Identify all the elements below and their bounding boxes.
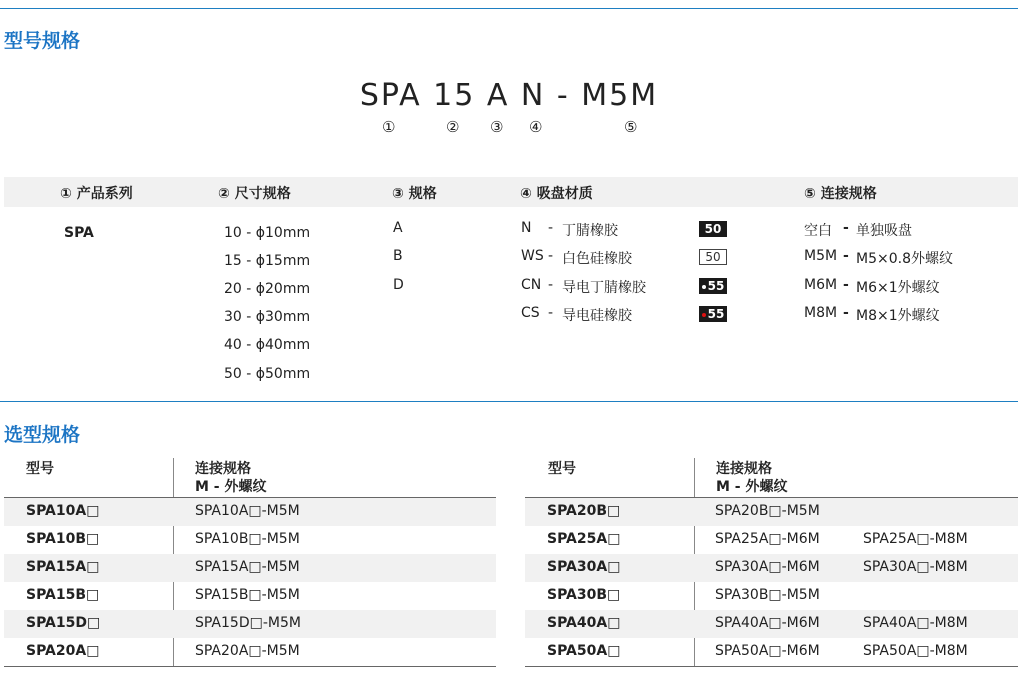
connection-dash: -	[843, 220, 849, 236]
row-model: SPA40A□	[547, 615, 621, 631]
table-row	[4, 610, 496, 638]
row-model: SPA25A□	[547, 531, 621, 547]
material-dash: -	[548, 277, 554, 293]
right-col-conn-subheader: M - 外螺纹	[716, 479, 788, 495]
connection-name: 单独吸盘	[856, 223, 912, 239]
table-row	[525, 498, 1018, 526]
row-conn: SPA15B□-M5M	[195, 587, 300, 603]
row-model: SPA20B□	[547, 503, 621, 519]
size-item: 50 - ϕ50mm	[224, 366, 311, 382]
material-code: CS	[521, 305, 540, 321]
header-series: ① 产品系列	[60, 186, 133, 202]
row-conn: SPA20B□-M5M	[715, 503, 820, 519]
table-row	[525, 638, 1018, 666]
size-item: 15 - ϕ15mm	[224, 253, 311, 269]
row-conn-alt: SPA40A□-M8M	[863, 615, 968, 631]
row-conn: SPA30B□-M5M	[715, 587, 820, 603]
row-model: SPA30A□	[547, 559, 621, 575]
connection-code: 空白	[804, 223, 832, 239]
row-conn: SPA50A□-M6M	[715, 643, 820, 659]
row-model: SPA20A□	[26, 643, 100, 659]
table-row	[525, 554, 1018, 582]
connection-dash: -	[843, 248, 849, 264]
connection-dash: -	[843, 305, 849, 321]
top-rule	[0, 8, 1018, 9]
row-conn-alt: SPA30A□-M8M	[863, 559, 968, 575]
connection-name: M6×1外螺纹	[856, 280, 940, 296]
row-conn: SPA10A□-M5M	[195, 503, 300, 519]
hardness-value: 50	[705, 250, 721, 264]
row-conn: SPA10B□-M5M	[195, 531, 300, 547]
left-col-conn-header: 连接规格	[195, 461, 251, 477]
model-code-example: SPA 15 A N - M5M	[359, 78, 659, 113]
header-spec: ③ 规格	[392, 186, 437, 202]
row-conn-alt: SPA50A□-M8M	[863, 643, 968, 659]
size-item: 10 - ϕ10mm	[224, 225, 311, 241]
table-row	[4, 638, 496, 666]
conductive-red-dot-icon	[702, 313, 706, 317]
row-conn: SPA40A□-M6M	[715, 615, 820, 631]
table-row	[4, 498, 496, 526]
material-name: 导电丁腈橡胶	[562, 280, 646, 296]
series-value: SPA	[64, 225, 94, 241]
left-col-model-header: 型号	[26, 461, 54, 477]
marker-5: ⑤	[624, 118, 638, 136]
row-conn: SPA20A□-M5M	[195, 643, 300, 659]
row-conn: SPA15A□-M5M	[195, 559, 300, 575]
header-material: ④ 吸盘材质	[520, 186, 593, 202]
size-item: 30 - ϕ30mm	[224, 309, 311, 325]
hardness-badge	[699, 278, 727, 294]
row-conn: SPA30A□-M6M	[715, 559, 820, 575]
header-connection: ⑤ 连接规格	[804, 186, 877, 202]
spec-item: A	[393, 220, 403, 236]
material-dash: -	[548, 220, 554, 236]
marker-2: ②	[446, 118, 460, 136]
table-row	[525, 526, 1018, 554]
left-table-bottom-rule	[4, 666, 496, 667]
material-code: N	[521, 220, 532, 236]
table-row	[525, 610, 1018, 638]
hardness-badge	[699, 249, 727, 265]
row-conn: SPA25A□-M6M	[715, 531, 820, 547]
table-row	[4, 526, 496, 554]
row-conn-alt: SPA25A□-M8M	[863, 531, 968, 547]
marker-4: ④	[529, 118, 543, 136]
right-col-model-header: 型号	[548, 461, 576, 477]
marker-1: ①	[382, 118, 396, 136]
row-conn: SPA15D□-M5M	[195, 615, 301, 631]
section-title-model-spec: 型号规格	[4, 30, 81, 52]
hardness-value: 55	[707, 279, 725, 293]
table-row	[4, 582, 496, 610]
row-model: SPA15B□	[26, 587, 100, 603]
hardness-value: 55	[707, 307, 725, 321]
row-model: SPA10B□	[26, 531, 100, 547]
connection-code: M8M	[804, 305, 838, 321]
size-item: 20 - ϕ20mm	[224, 281, 311, 297]
size-item: 40 - ϕ40mm	[224, 337, 311, 353]
connection-name: M5×0.8外螺纹	[856, 251, 953, 267]
connection-code: M6M	[804, 277, 838, 293]
material-name: 丁腈橡胶	[562, 223, 618, 239]
row-model: SPA15D□	[26, 615, 101, 631]
hardness-value: 50	[704, 222, 722, 236]
marker-3: ③	[490, 118, 504, 136]
material-name: 白色硅橡胶	[562, 251, 632, 267]
header-size: ② 尺寸规格	[218, 186, 291, 202]
material-name: 导电硅橡胶	[562, 308, 632, 324]
spec-item: B	[393, 248, 403, 264]
connection-dash: -	[843, 277, 849, 293]
table-row	[4, 554, 496, 582]
connection-name: M8×1外螺纹	[856, 308, 940, 324]
section-title-selection: 选型规格	[4, 424, 81, 446]
section-rule	[0, 401, 1018, 402]
hardness-badge	[699, 306, 727, 322]
table-row	[525, 582, 1018, 610]
row-model: SPA30B□	[547, 587, 621, 603]
conductive-dot-icon	[702, 285, 706, 289]
hardness-badge	[699, 221, 727, 237]
material-dash: -	[548, 305, 554, 321]
material-code: WS	[521, 248, 544, 264]
row-model: SPA15A□	[26, 559, 100, 575]
material-dash: -	[548, 248, 554, 264]
connection-code: M5M	[804, 248, 838, 264]
right-table-bottom-rule	[525, 666, 1018, 667]
spec-item: D	[393, 277, 404, 293]
right-col-conn-header: 连接规格	[716, 461, 772, 477]
row-model: SPA10A□	[26, 503, 100, 519]
row-model: SPA50A□	[547, 643, 621, 659]
left-col-conn-subheader: M - 外螺纹	[195, 479, 267, 495]
spec-table-header	[4, 177, 1018, 207]
material-code: CN	[521, 277, 542, 293]
